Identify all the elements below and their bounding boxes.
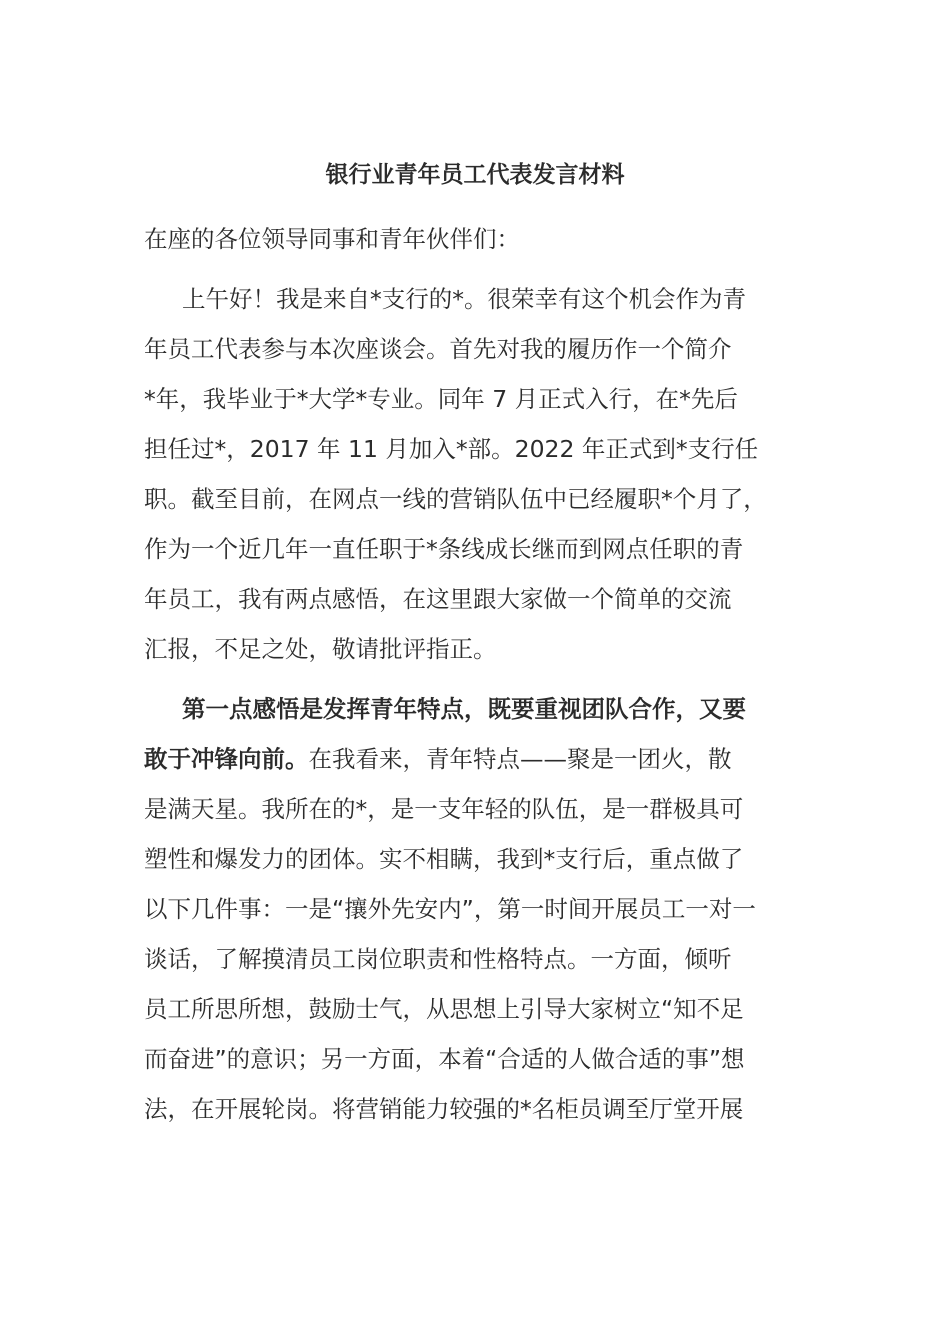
paragraph2-line: 法，在开展轮岗。将营销能力较强的*名柜员调至厅堂开展 <box>144 1095 744 1123</box>
paragraph2-line: 谈话，了解摸清员工岗位职责和性格特点。一方面，倾听 <box>144 945 732 973</box>
paragraph1-line: 年员工，我有两点感悟，在这里跟大家做一个简单的交流 <box>144 585 732 613</box>
paragraph2-line: 以下几件事：一是“攘外先安内”，第一时间开展员工一对一 <box>144 895 756 923</box>
paragraph2-line: 是满天星。我所在的*，是一支年轻的队伍，是一群极具可 <box>144 795 744 823</box>
salutation: 在座的各位领导同事和青年伙伴们： <box>144 225 520 253</box>
paragraph1-line: 汇报，不足之处，敬请批评指正。 <box>144 635 497 663</box>
paragraph1-line: 职。截至目前，在网点一线的营销队伍中已经履职*个月了， <box>144 485 767 513</box>
paragraph2-line: 而奋进”的意识；另一方面，本着“合适的人做合适的事”想 <box>144 1045 745 1073</box>
paragraph1-line: *年，我毕业于*大学*专业。同年 7 月正式入行，在*先后 <box>144 385 738 413</box>
paragraph1-line: 担任过*，2017 年 11 月加入*部。2022 年正式到*支行任 <box>144 435 759 463</box>
paragraph2-line: 员工所思所想，鼓励士气，从思想上引导大家树立“知不足 <box>144 995 744 1023</box>
paragraph1-line: 上午好！我是来自*支行的*。很荣幸有这个机会作为青 <box>182 285 746 313</box>
paragraph2-heading-end: 敢于冲锋向前。 <box>144 745 309 773</box>
paragraph2-text-start: 在我看来，青年特点——聚是一团火，散 <box>308 745 732 773</box>
document-title: 银行业青年员工代表发言材料 <box>325 162 625 188</box>
paragraph2-heading-line: 第一点感悟是发挥青年特点，既要重视团队合作，又要 <box>182 695 746 723</box>
paragraph1-line: 作为一个近几年一直任职于*条线成长继而到网点任职的青 <box>144 535 744 563</box>
paragraph2-line: 塑性和爆发力的团体。实不相瞒，我到*支行后，重点做了 <box>144 845 744 873</box>
paragraph1-line: 年员工代表参与本次座谈会。首先对我的履历作一个简介 <box>144 335 732 363</box>
paragraph2-line-mixed <box>144 742 844 776</box>
